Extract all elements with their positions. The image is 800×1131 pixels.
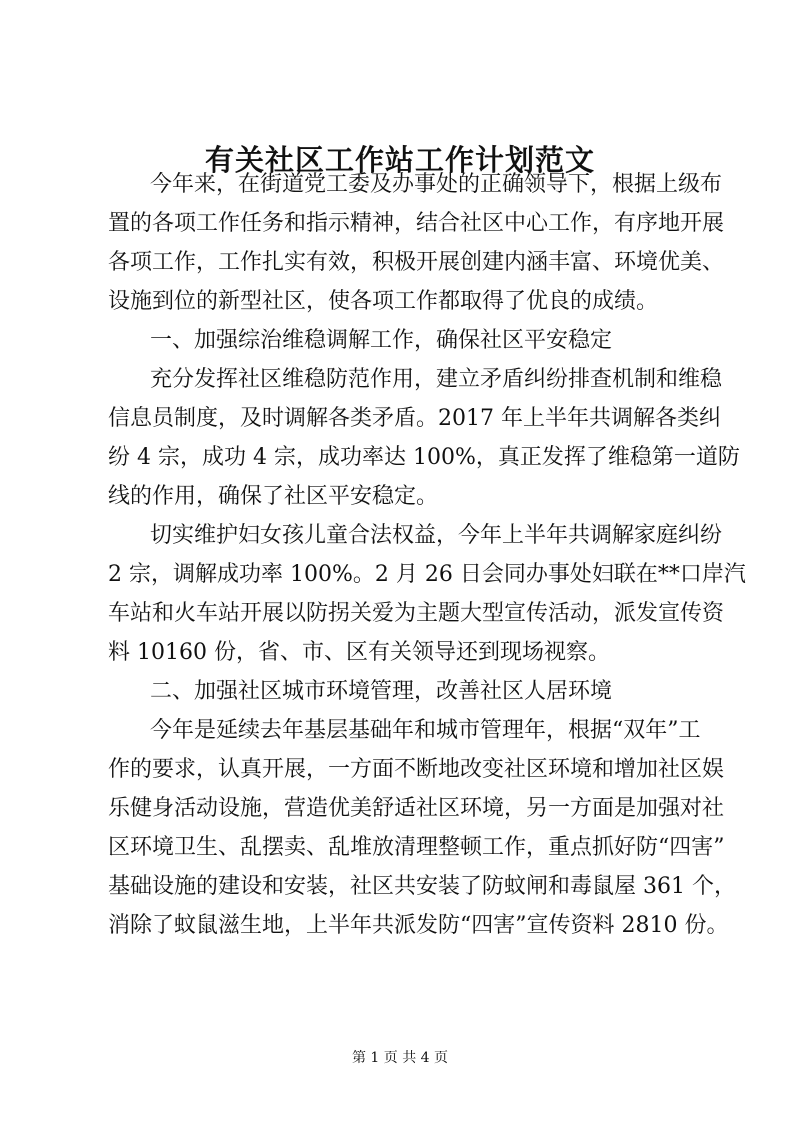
paragraph-line: 今年是延续去年基层基础年和城市管理年，根据“双年”工 — [150, 718, 701, 743]
paragraph-line: 切实维护妇女孩儿童合法权益，今年上半年共调解家庭纠纷 — [150, 523, 723, 548]
paragraph-line: 2 宗，调解成功率 100%。2 月 26 日会同办事处妇联在**口岸汽 — [108, 562, 746, 587]
paragraph-line: 车站和火车站开展以防拐关爱为主题大型宣传活动，派发宣传资 — [108, 601, 725, 626]
paragraph-line: 今年来，在街道党工委及办事处的正确领导下，根据上级布 — [150, 172, 723, 197]
paragraph-line: 设施到位的新型社区，使各项工作都取得了优良的成绩。 — [108, 289, 659, 314]
paragraph-line: 基础设施的建设和安装，社区共安装了防蚊闸和毒鼠屋 361 个， — [108, 874, 736, 899]
paragraph-line: 料 10160 份，省、市、区有关领导还到现场视察。 — [108, 640, 610, 665]
paragraph-line: 消除了蚊鼠滋生地，上半年共派发防“四害”宣传资料 2810 份。 — [108, 913, 729, 938]
paragraph-line: 信息员制度，及时调解各类矛盾。2017 年上半年共调解各类纠 — [108, 406, 721, 431]
paragraph-line: 乐健身活动设施，营造优美舒适社区环境，另一方面是加强对社 — [108, 796, 725, 821]
section-heading: 一、加强综治维稳调解工作，确保社区平安稳定 — [150, 328, 613, 353]
paragraph-line: 各项工作，工作扎实有效，积极开展创建内涵丰富、环境优美、 — [108, 250, 725, 275]
paragraph-line: 作的要求，认真开展，一方面不断地改变社区环境和增加社区娱 — [108, 757, 725, 782]
paragraph-line: 充分发挥社区维稳防范作用，建立矛盾纠纷排查机制和维稳 — [150, 367, 723, 392]
document-title: 有关社区工作站工作计划范文 — [204, 143, 595, 177]
paragraph-line: 区环境卫生、乱摆卖、乱堆放清理整顿工作，重点抓好防“四害” — [108, 835, 725, 860]
section-heading: 二、加强社区城市环境管理，改善社区人居环境 — [150, 679, 613, 704]
paragraph-line: 纷 4 宗，成功 4 宗，成功率达 100%，真正发挥了维稳第一道防 — [108, 445, 740, 470]
page-footer: 第 1 页 共 4 页 — [351, 1050, 449, 1066]
paragraph-line: 置的各项工作任务和指示精神，结合社区中心工作，有序地开展 — [108, 211, 725, 236]
paragraph-line: 线的作用，确保了社区平安稳定。 — [108, 484, 439, 509]
